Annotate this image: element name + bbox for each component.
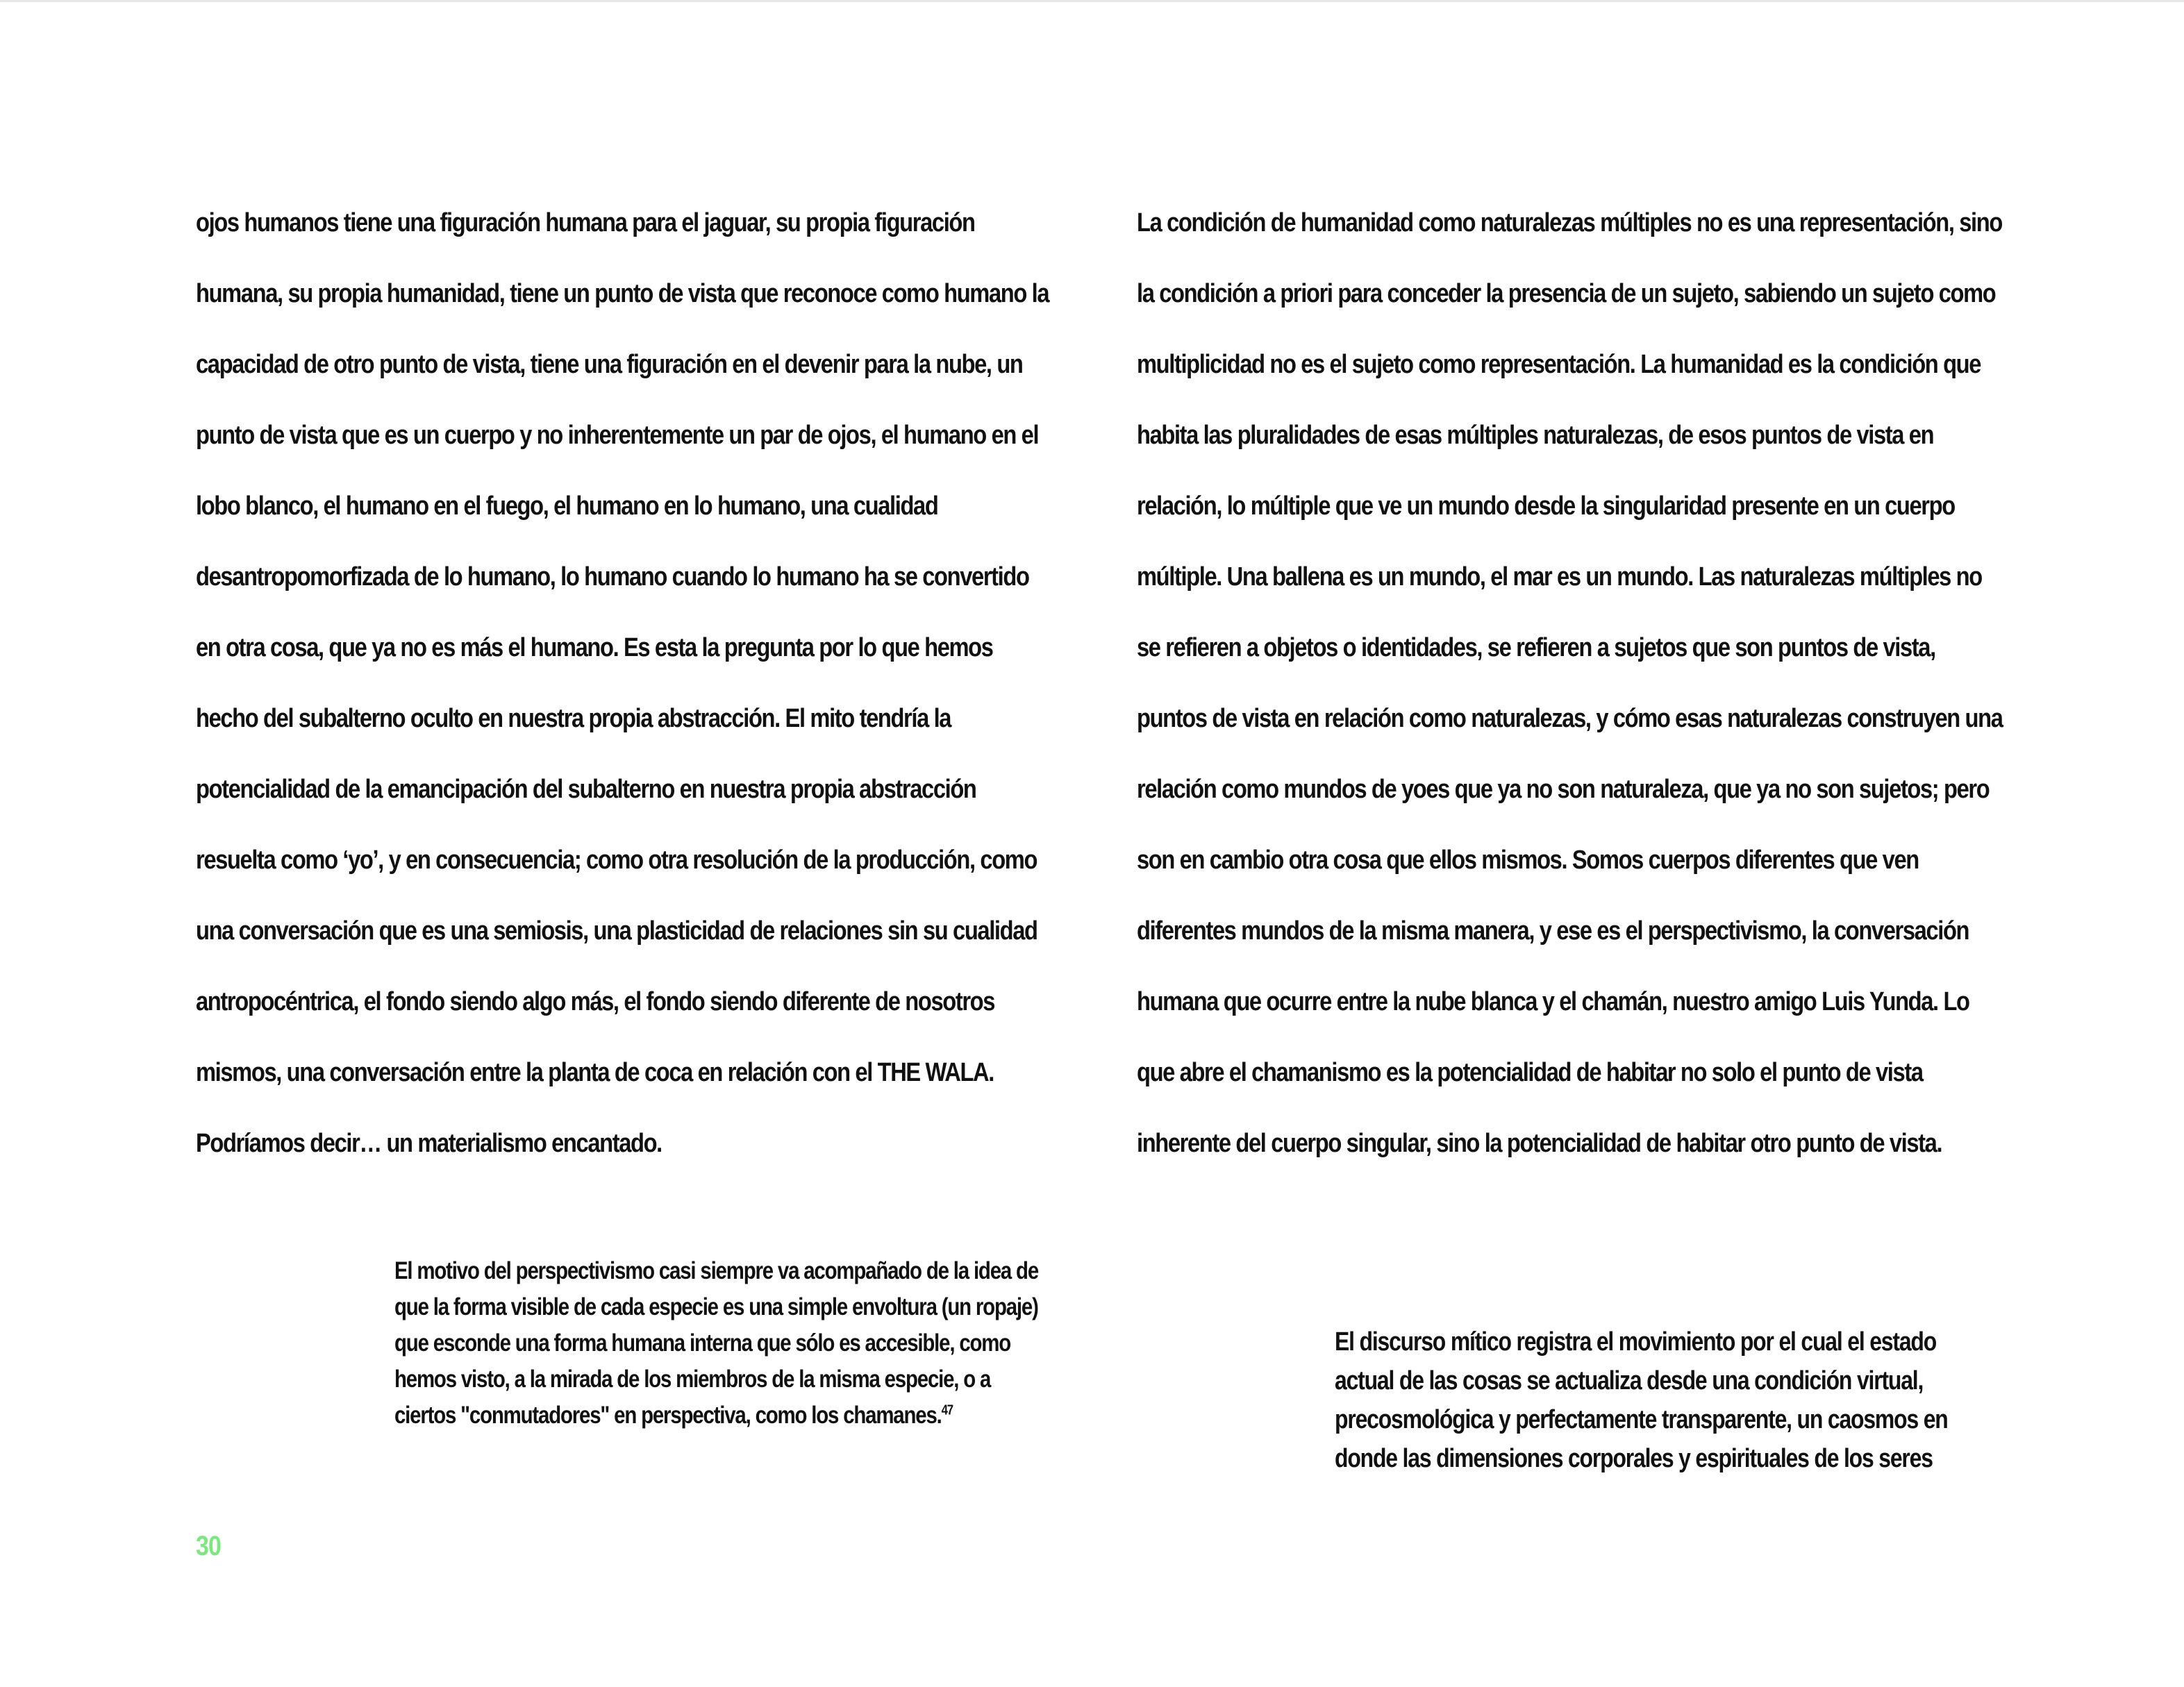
right-page-column xyxy=(1137,187,2005,1179)
left-quote-text: El motivo del perspectivismo casi siempre va acompañado de la idea de que la forma visible de cada especie es una simple envoltura (un ropaje) que esconde una forma humana interna que sólo es accesible, como hemos visto, a la mirada de los miembros de la misma especie, o a ciertos "conmutadores" en perspectiva, como los chamanes. xyxy=(394,1257,1039,1429)
right-page-body-text: La condición de humanidad como naturalezas múltiples no es una representación, sino la condición a priori para conceder la presencia de un sujeto, sabiendo un sujeto como multiplicidad no es el sujeto como representación. La humanidad es la condición que habita las pluralidades de esas múltiples naturalezas, de esos puntos de vista en relación, lo múltiple que ve un mundo desde la singularidad presente en un cuerpo múltiple. Una ballena es un mundo, el mar es un mundo. Las naturalezas múltiples no se refieren a objetos o identidades, se refieren a sujetos que son puntos de vista, puntos de vista en relación como naturalezas, y cómo esas naturalezas construyen una relación como mundos de yoes que ya no son naturaleza, que ya no son sujetos; pero son en cambio otra cosa que ellos mismos. Somos cuerpos diferentes que ven diferentes mundos de la misma manera, y ese es el perspectivismo, la conversación humana que ocurre entre la nube blanca y el chamán, nuestro amigo Luis Yunda. Lo que abre el chamanismo es la potencialidad de habitar no solo el punto de vista inherente del cuerpo singular, sino la potencialidad de habitar otro punto de vista. xyxy=(1137,208,2003,1158)
left-page-column xyxy=(196,187,1057,1179)
top-rule xyxy=(0,0,2184,2)
left-page-block-quote xyxy=(394,1253,1048,1434)
right-page-block-quote: El discurso mítico registra el movimiento por el cual el estado actual de las cosas se actualiza desde una condición virtual, precosmológica y perfectamente transparente, un caosmos en donde las dimensiones corporales y espirituales de los seres xyxy=(1335,1327,1948,1473)
footnote-reference[interactable]: 47 xyxy=(941,1402,953,1418)
page-number: 30 xyxy=(196,1531,222,1561)
left-page-body-text: ojos humanos tiene una figuración humana para el jaguar, su propia figuración humana, su propia humanidad, tiene un punto de vista que reconoce como humano la capacidad de otro punto de vista, tiene una figuración en el devenir para la nube, un punto de vista que es un cuerpo y no inherentemente un par de ojos, el humano en el lobo blanco, el humano en el fuego, el humano en lo humano, una cualidad desantropomorfizada de lo humano, lo humano cuando lo humano ha se convertido en otra cosa, que ya no es más el humano. Es esta la pregunta por lo que hemos hecho del subalterno oculto en nuestra propia abstracción. El mito tendría la potencialidad de la emancipación del subalterno en nuestra propia abstracción resuelta como ‘yo’, y en consecuencia; como otra resolución de la producción, como una conversación que es una semiosis, una plasticidad de relaciones sin su cualidad antropocéntrica, el fondo siendo algo más, el fondo siendo diferente de nosotros mismos, una conversación entre la planta de coca en relación con el THE WALA. Podríamos decir… un materialismo encantado. xyxy=(196,208,1049,1158)
